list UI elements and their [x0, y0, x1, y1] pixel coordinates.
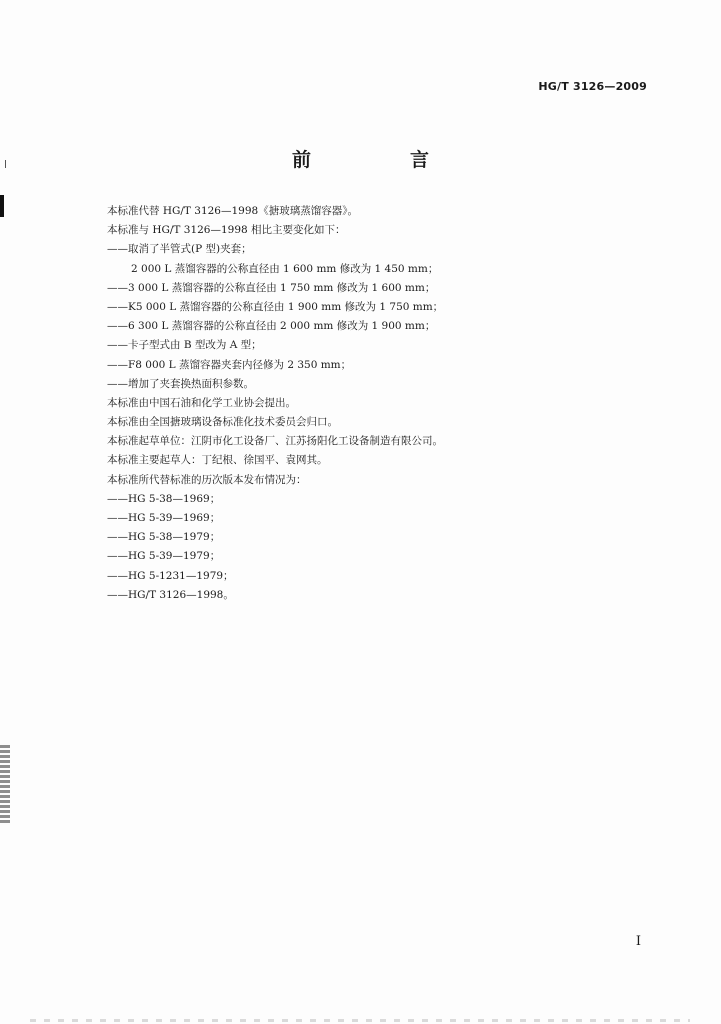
- text-line: ——卡子型式由 B 型改为 A 型；: [107, 339, 262, 352]
- text-line: 本标准主要起草人：丁纪根、徐国平、袁网其。: [107, 454, 328, 467]
- scan-edge: [30, 1019, 690, 1022]
- text-line: ——6 300 L 蒸馏容器的公称直径由 2 000 mm 修改为 1 900 mm；: [107, 320, 436, 333]
- standard-code: HG/T 3126—2009: [538, 80, 647, 93]
- text-line: 本标准与 HG/T 3126—1998 相比主要变化如下：: [107, 224, 346, 237]
- foreword-body: [107, 202, 627, 605]
- text-line: ——HG/T 3126—1998。: [107, 588, 234, 601]
- text-line: 本标准所代替标准的历次版本发布情况为：: [107, 473, 307, 486]
- text-line: ——F8 000 L 蒸馏容器夹套内径修为 2 350 mm；: [107, 358, 352, 371]
- text-line: ——HG 5-39—1979；: [107, 550, 221, 563]
- text-line: ——HG 5-38—1979；: [107, 531, 221, 544]
- page-title: 前 言: [291, 149, 469, 171]
- text-line: ——3 000 L 蒸馏容器的公称直径由 1 750 mm 修改为 1 600 mm；: [107, 281, 436, 294]
- text-line: ——取消了半管式(P 型)夹套；: [107, 243, 252, 256]
- text-line: ——HG 5-1231—1979；: [107, 569, 234, 582]
- text-line: 本标准代替 HG/T 3126—1998《搪玻璃蒸馏容器》。: [107, 205, 358, 217]
- text-line: ——HG 5-38—1969；: [107, 492, 221, 505]
- text-line: 2 000 L 蒸馏容器的公称直径由 1 600 mm 修改为 1 450 mm；: [131, 262, 439, 275]
- text-line: ——增加了夹套换热面积参数。: [107, 377, 254, 390]
- text-line: ——K5 000 L 蒸馏容器的公称直径由 1 900 mm 修改为 1 750 mm；: [107, 300, 444, 313]
- text-line: 本标准由全国搪玻璃设备标准化技术委员会归口。: [107, 416, 338, 429]
- text-line: 本标准起草单位：江阴市化工设备厂、江苏扬阳化工设备制造有限公司。: [107, 435, 443, 448]
- text-line: 本标准由中国石油和化学工业协会提出。: [107, 396, 296, 409]
- binding-mark: [0, 195, 4, 217]
- side-stamp: [0, 745, 10, 825]
- page-number: I: [635, 934, 641, 949]
- text-line: ——HG 5-39—1969；: [107, 512, 221, 524]
